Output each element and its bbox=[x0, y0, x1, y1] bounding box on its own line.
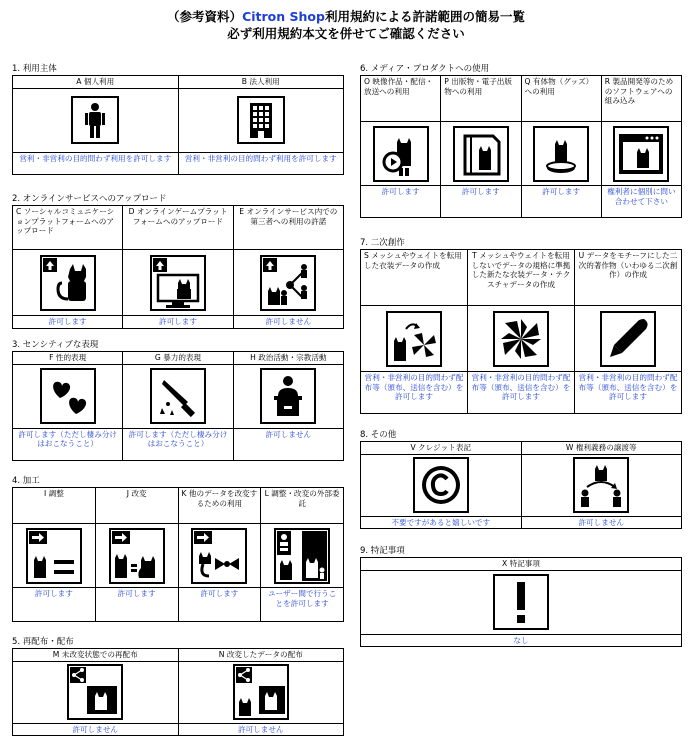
cell-result-u: 営利・非営利の目的問わず配布等（頒布、送信を含む）を許可します bbox=[575, 372, 682, 414]
cell-result-v: 不要ですがあると嬉しいです bbox=[361, 516, 522, 529]
page-title bbox=[0, 8, 692, 42]
book-icon bbox=[453, 126, 509, 182]
adjust-icon bbox=[26, 528, 82, 584]
cell-label-d: D オンラインゲームプラットフォームへのアップロード bbox=[123, 206, 233, 250]
cell-result-t: 営利・非営利の目的問わず配布等（頒布、送信を含む）を許可します bbox=[468, 372, 575, 414]
section-other bbox=[360, 430, 682, 529]
cell-result-s: 営利・非営利の目的問わず配布等（頒布、送信を含む）を許可します bbox=[361, 372, 468, 414]
title-line-2: 必ず利用規約本文を併せてご確認ください bbox=[227, 26, 465, 41]
cell-result-w: 許可しません bbox=[521, 516, 682, 529]
upload-social-icon bbox=[40, 255, 96, 311]
section-online-upload bbox=[12, 194, 344, 329]
section-redistribution bbox=[12, 637, 344, 736]
section-title: 5. 再配布・配布 bbox=[12, 637, 74, 647]
copyright-icon bbox=[413, 457, 469, 513]
section-title: 2. オンラインサービスへのアップロード bbox=[12, 194, 167, 204]
person-icon bbox=[71, 96, 119, 144]
title-suffix: 利用規約による許諾範囲の簡易一覧 bbox=[324, 9, 525, 24]
goods-icon bbox=[533, 126, 589, 182]
cell-result-k: 許可します bbox=[178, 588, 261, 622]
cell-label-v: V クレジット表記 bbox=[361, 442, 522, 455]
cell-label-c: C ソーシャルコミュニケーションプラットフォームへのアップロード bbox=[13, 206, 123, 250]
cell-label-q: Q 有体物（グッズ）への利用 bbox=[521, 76, 601, 122]
podium-icon bbox=[260, 368, 316, 424]
cell-result-r: 権利者に個別に問い合わせて下さい bbox=[601, 186, 681, 218]
cell-result-b: 営利・非営利の目的問わず利用を許可します bbox=[178, 152, 344, 174]
cell-result-g: 許可します（ただし棲み分けはおこなうこと） bbox=[123, 428, 233, 460]
cell-result-p: 許可します bbox=[441, 186, 521, 218]
cell-label-r: R 製品開発等のためのソフトウェアへの組み込み bbox=[601, 76, 681, 122]
title-line-1 bbox=[0, 8, 692, 25]
hearts-icon bbox=[40, 368, 96, 424]
cell-label-e: E オンラインサービス内での第三者への利用の許諾 bbox=[233, 206, 343, 250]
cell-result-c: 許可します bbox=[13, 316, 123, 329]
section-sensitive bbox=[12, 340, 344, 461]
cell-label-u: U データをモチーフにした二次的著作物（いわゆる二次創作）の作成 bbox=[575, 250, 682, 306]
cell-label-h: H 政治活動・宗教活動 bbox=[233, 352, 343, 365]
cell-label-i: I 調整 bbox=[13, 488, 96, 524]
section-title: 4. 加工 bbox=[12, 476, 40, 486]
section-title: 6. メディア・プロダクトへの使用 bbox=[360, 64, 490, 74]
cell-result-q: 許可します bbox=[521, 186, 601, 218]
cell-label-g: G 暴力的表現 bbox=[123, 352, 233, 365]
section-processing bbox=[12, 476, 344, 622]
section-title: 7. 二次創作 bbox=[360, 238, 405, 248]
cell-label-l: L 調整・改変の外部委託 bbox=[261, 488, 344, 524]
cell-label-a: A 個人利用 bbox=[13, 76, 179, 89]
cell-label-t: T メッシュやウェイトを転用しないでデータの規格に準拠した新たな衣装データ・テクスチャデータの作成 bbox=[468, 250, 575, 306]
building-icon bbox=[237, 96, 285, 144]
modify-other-icon bbox=[191, 528, 247, 584]
cell-result-a: 営利・非営利の目的問わず利用を許可します bbox=[13, 152, 179, 174]
software-icon bbox=[613, 126, 669, 182]
modify-icon bbox=[109, 528, 165, 584]
cell-label-f: F 性的表現 bbox=[13, 352, 123, 365]
section-derivative bbox=[360, 238, 682, 414]
section-special-notes bbox=[360, 546, 682, 647]
transfer-rights-icon bbox=[573, 457, 629, 513]
cell-result-o: 許可します bbox=[361, 186, 441, 218]
video-icon bbox=[373, 126, 429, 182]
redistribute-icon bbox=[67, 664, 123, 720]
cell-label-n: N 改変したデータの配布 bbox=[178, 649, 344, 662]
cell-label-k: K 他のデータを改変するための利用 bbox=[178, 488, 261, 524]
new-texture-icon bbox=[493, 311, 549, 367]
section-media bbox=[360, 64, 682, 218]
cell-label-x: X 特記事項 bbox=[361, 558, 682, 571]
brand-name: Citron Shop bbox=[242, 9, 325, 24]
cell-label-p: P 出版物・電子出版物への利用 bbox=[441, 76, 521, 122]
cell-result-f: 許可します（ただし棲み分けはおこなうこと） bbox=[13, 428, 123, 460]
exclamation-icon bbox=[493, 574, 549, 630]
cell-label-j: J 改変 bbox=[95, 488, 178, 524]
cell-result-h: 許可しません bbox=[233, 428, 343, 460]
distribute-modified-icon bbox=[233, 664, 289, 720]
cell-result-m: 許可しません bbox=[13, 723, 179, 736]
section-title: 3. センシティブな表現 bbox=[12, 340, 99, 350]
cell-label-s: S メッシュやウェイトを転用した衣装データの作成 bbox=[361, 250, 468, 306]
upload-game-icon bbox=[150, 255, 206, 311]
cell-result-x: なし bbox=[361, 634, 682, 647]
section-usage-entity bbox=[12, 64, 344, 175]
upload-share-icon bbox=[260, 255, 316, 311]
cell-label-w: W 権利義務の譲渡等 bbox=[521, 442, 682, 455]
pen-nib-icon bbox=[600, 311, 656, 367]
knife-icon bbox=[150, 368, 206, 424]
section-title: 8. その他 bbox=[360, 430, 397, 440]
section-title: 1. 利用主体 bbox=[12, 64, 57, 74]
cell-label-b: B 法人利用 bbox=[178, 76, 344, 89]
cell-result-d: 許可します bbox=[123, 316, 233, 329]
cell-label-o: O 映像作品・配信・放送への利用 bbox=[361, 76, 441, 122]
title-prefix: （参考資料） bbox=[167, 9, 243, 24]
cell-result-n: 許可しません bbox=[178, 723, 344, 736]
cell-result-i: 許可します bbox=[13, 588, 96, 622]
cell-result-j: 許可します bbox=[95, 588, 178, 622]
cell-result-l: ユーザー間で行うことを許可します bbox=[261, 588, 344, 622]
outsource-icon bbox=[274, 528, 330, 584]
cell-label-m: M 未改変状態での再配布 bbox=[13, 649, 179, 662]
cell-result-e: 許可しません bbox=[233, 316, 343, 329]
section-title: 9. 特記事項 bbox=[360, 546, 405, 556]
mesh-transfer-icon bbox=[386, 311, 442, 367]
